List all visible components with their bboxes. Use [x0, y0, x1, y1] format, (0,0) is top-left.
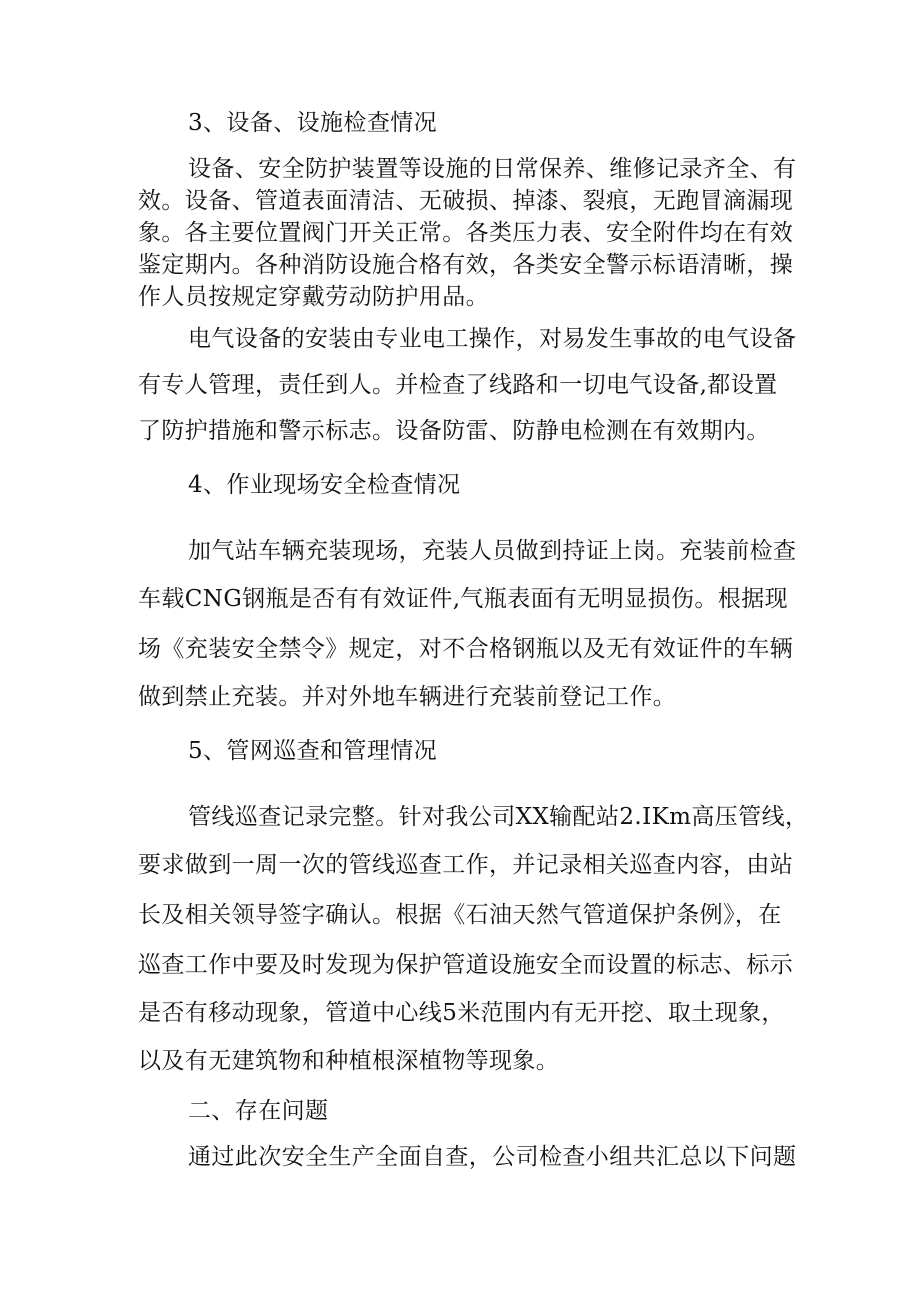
section-3-para2-line2: 有专人管理，责任到人。并检查了线路和一切电气设备,都设置 [138, 372, 778, 398]
section-5-heading: 5、管网巡查和管理情况 [188, 738, 438, 764]
section-5-para1-line2: 要求做到一周一次的管线巡查工作，并记录相关巡查内容，由站 [138, 852, 794, 878]
section-4-para1-line1: 加气站车辆充装现场，充装人员做到持证上岗。充装前检查 [188, 538, 797, 564]
section-4-para1-line3: 场《充装安全禁令》规定，对不合格钢瓶以及无有效证件的车辆 [138, 636, 794, 662]
section-3-heading: 3、设备、设施检查情况 [188, 110, 438, 136]
section-5-para1-line5: 是否有移动现象，管道中心线5米范围内有无开挖、取土现象， [138, 1000, 785, 1026]
section-3-para2-line1: 电气设备的安装由专业电工操作，对易发生事故的电气设备 [188, 326, 797, 352]
section-5-para1-line1: 管线巡查记录完整。针对我公司XX输配站2.IKm高压管线， [188, 804, 809, 830]
section-3-para1-line4: 鉴定期内。各种消防设施合格有效，各类安全警示标语清晰，操 [138, 252, 794, 278]
section-4-para1-line4: 做到禁止充装。并对外地车辆进行充装前登记工作。 [138, 684, 677, 710]
section-4-heading: 4、作业现场安全检查情况 [188, 472, 461, 498]
problems-para1-line1: 通过此次安全生产全面自查，公司检查小组共汇总以下问题 [188, 1144, 797, 1170]
section-4-para1-line2: 车载CNG钢瓶是否有有效证件,气瓶表面有无明显损伤。根据现 [138, 586, 789, 612]
problems-heading: 二、存在问题 [188, 1098, 329, 1124]
section-3-para1-line3: 象。各主要位置阀门开关正常。各类压力表、安全附件均在有效 [138, 220, 794, 246]
section-5-para1-line3: 长及相关领导签字确认。根据《石油天然气管道保护条例》，在 [138, 902, 782, 928]
section-5-para1-line6: 以及有无建筑物和种植根深植物等现象。 [138, 1048, 560, 1074]
section-3-para1-line5: 作人员按规定穿戴劳动防护用品。 [138, 284, 489, 310]
section-3-para2-line3: 了防护措施和警示标志。设备防雷、防静电检测在有效期内。 [138, 418, 770, 444]
section-3-para1-line2: 效。设备、管道表面清洁、无破损、掉漆、裂痕，无跑冒滴漏现 [138, 188, 794, 214]
section-3-para1-line1: 设备、安全防护装置等设施的日常保养、维修记录齐全、有 [188, 156, 797, 182]
section-5-para1-line4: 巡查工作中要及时发现为保护管道设施安全而设置的标志、标示 [138, 952, 794, 978]
